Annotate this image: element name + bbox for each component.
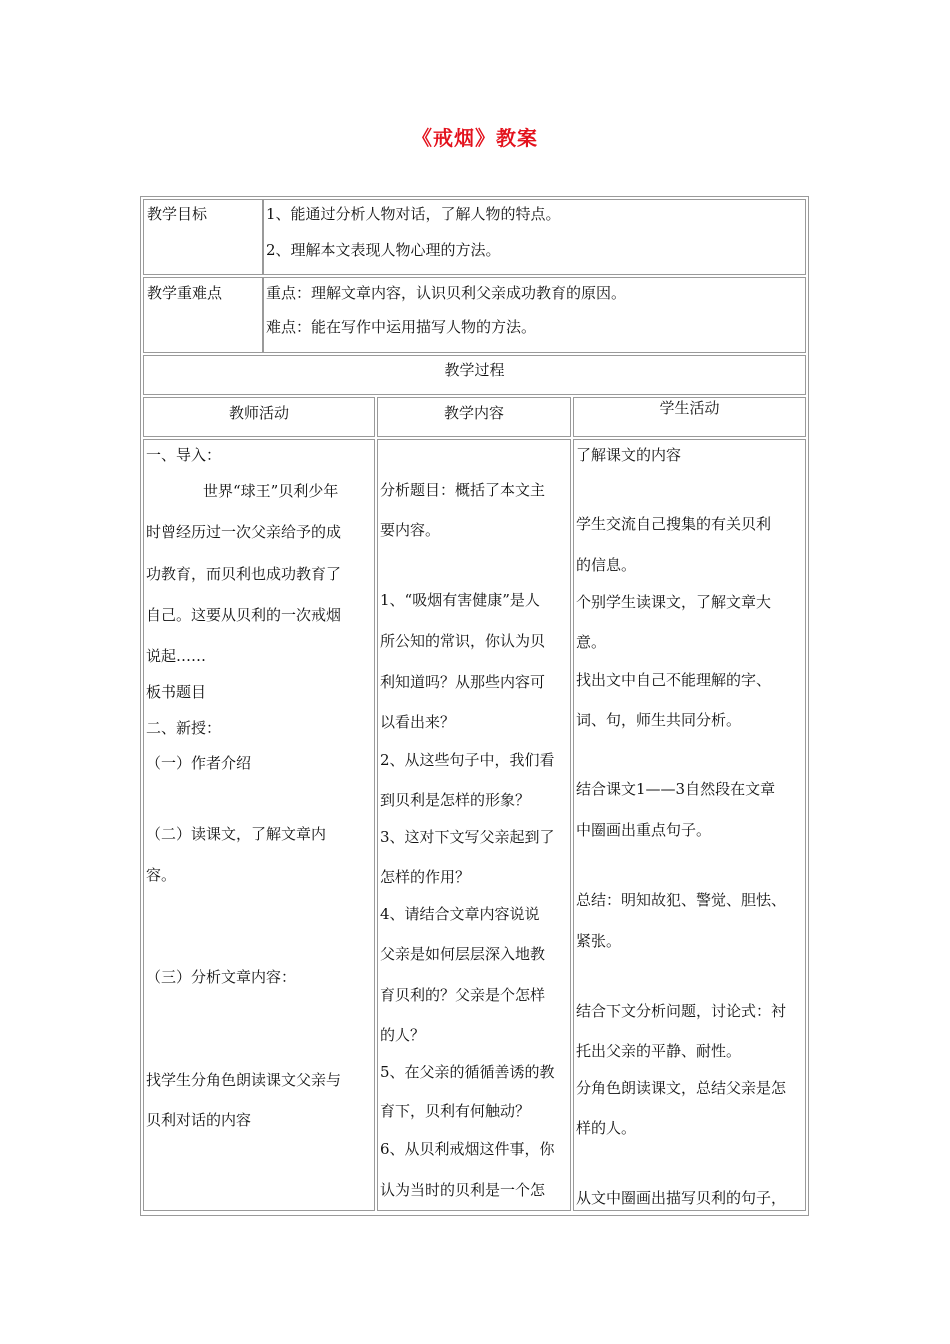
student-line: 的信息。	[576, 556, 637, 574]
teacher-line: （三）分析文章内容：	[146, 968, 297, 986]
student-line: 中圈画出重点句子。	[576, 821, 712, 839]
key-line-1: 重点：理解文章内容，认识贝利父亲成功教育的原因。	[266, 284, 627, 302]
student-line: 了解课文的内容	[576, 446, 682, 464]
content-line: 怎样的作用？	[380, 868, 471, 886]
teacher-line: 时曾经历过一次父亲给予的成	[146, 523, 342, 541]
student-line: 找出文中自己不能理解的字、	[576, 671, 772, 689]
content-line: 2、从这些句子中，我们看	[380, 751, 555, 769]
content-line: 以看出来？	[380, 713, 456, 731]
student-line: 意。	[576, 633, 607, 651]
content-line: 利知道吗？从那些内容可	[380, 673, 546, 691]
student-line: 从文中圈画出描写贝利的句子，	[576, 1189, 787, 1207]
goal-line-2: 2、理解本文表现人物心理的方法。	[266, 241, 501, 259]
student-line: 词、句，师生共同分析。	[576, 711, 742, 729]
content-line: 育下，贝利有何触动？	[380, 1102, 531, 1120]
teacher-line: 板书题目	[146, 683, 207, 701]
goal-label: 教学目标	[147, 205, 208, 223]
teacher-line: 二、新授：	[146, 719, 222, 737]
teacher-line: 功教育，而贝利也成功教育了	[146, 565, 342, 583]
content-line: 到贝利是怎样的形象？	[380, 791, 531, 809]
teacher-line: 世界“球王”贝利少年	[203, 482, 339, 500]
teacher-line: （二）读课文，了解文章内	[146, 825, 327, 843]
content-line: 3、这对下文写父亲起到了	[380, 828, 555, 846]
content-line: 育贝利的？父亲是个怎样	[380, 986, 546, 1004]
student-line: 样的人。	[576, 1119, 637, 1137]
teacher-line: 容。	[146, 866, 177, 884]
student-column-header: 学生活动	[659, 399, 720, 417]
student-line: 结合下文分析问题，讨论式：衬	[576, 1002, 787, 1020]
teacher-column-header: 教师活动	[228, 404, 289, 422]
content-line: 所公知的常识，你认为贝	[380, 632, 546, 650]
content-line: 5、在父亲的循循善诱的教	[380, 1063, 555, 1081]
teacher-line: 一、导入：	[146, 446, 222, 464]
content-line: 的人？	[380, 1026, 426, 1044]
key-line-2: 难点：能在写作中运用描写人物的方法。	[266, 318, 537, 336]
student-line: 个别学生读课文，了解文章大	[576, 593, 772, 611]
student-line: 紧张。	[576, 932, 622, 950]
student-line: 总结：明知故犯、警觉、胆怯、	[576, 891, 787, 909]
teacher-line: 找学生分角色朗读课文父亲与	[146, 1071, 342, 1089]
content-line: 4、请结合文章内容说说	[380, 905, 540, 923]
process-label: 教学过程	[444, 361, 505, 379]
key-label: 教学重难点	[147, 284, 223, 302]
content-line: 父亲是如何层层深入地教	[380, 945, 546, 963]
student-line: 结合课文1——3自然段在文章	[576, 780, 776, 798]
teacher-line: 说起……	[146, 647, 207, 665]
content-cell	[377, 439, 571, 1211]
goal-line-1: 1、能通过分析人物对话，了解人物的特点。	[266, 205, 561, 223]
student-line: 分角色朗读课文，总结父亲是怎	[576, 1079, 787, 1097]
teacher-line: 贝利对话的内容	[146, 1111, 252, 1129]
content-column-header: 教学内容	[443, 404, 504, 422]
teacher-line: （一）作者介绍	[146, 754, 252, 772]
teacher-line: 自己。这要从贝利的一次戒烟	[146, 606, 342, 624]
content-line: 分析题目：概括了本文主	[380, 481, 546, 499]
student-line: 学生交流自己搜集的有关贝利	[576, 515, 772, 533]
content-line: 认为当时的贝利是一个怎	[380, 1181, 546, 1199]
content-line: 1、“吸烟有害健康”是人	[380, 591, 540, 609]
content-line: 6、从贝利戒烟这件事，你	[380, 1140, 555, 1158]
content-line: 要内容。	[380, 521, 441, 539]
document-title: 《戒烟》教案	[412, 126, 538, 150]
student-line: 托出父亲的平静、耐性。	[576, 1042, 742, 1060]
